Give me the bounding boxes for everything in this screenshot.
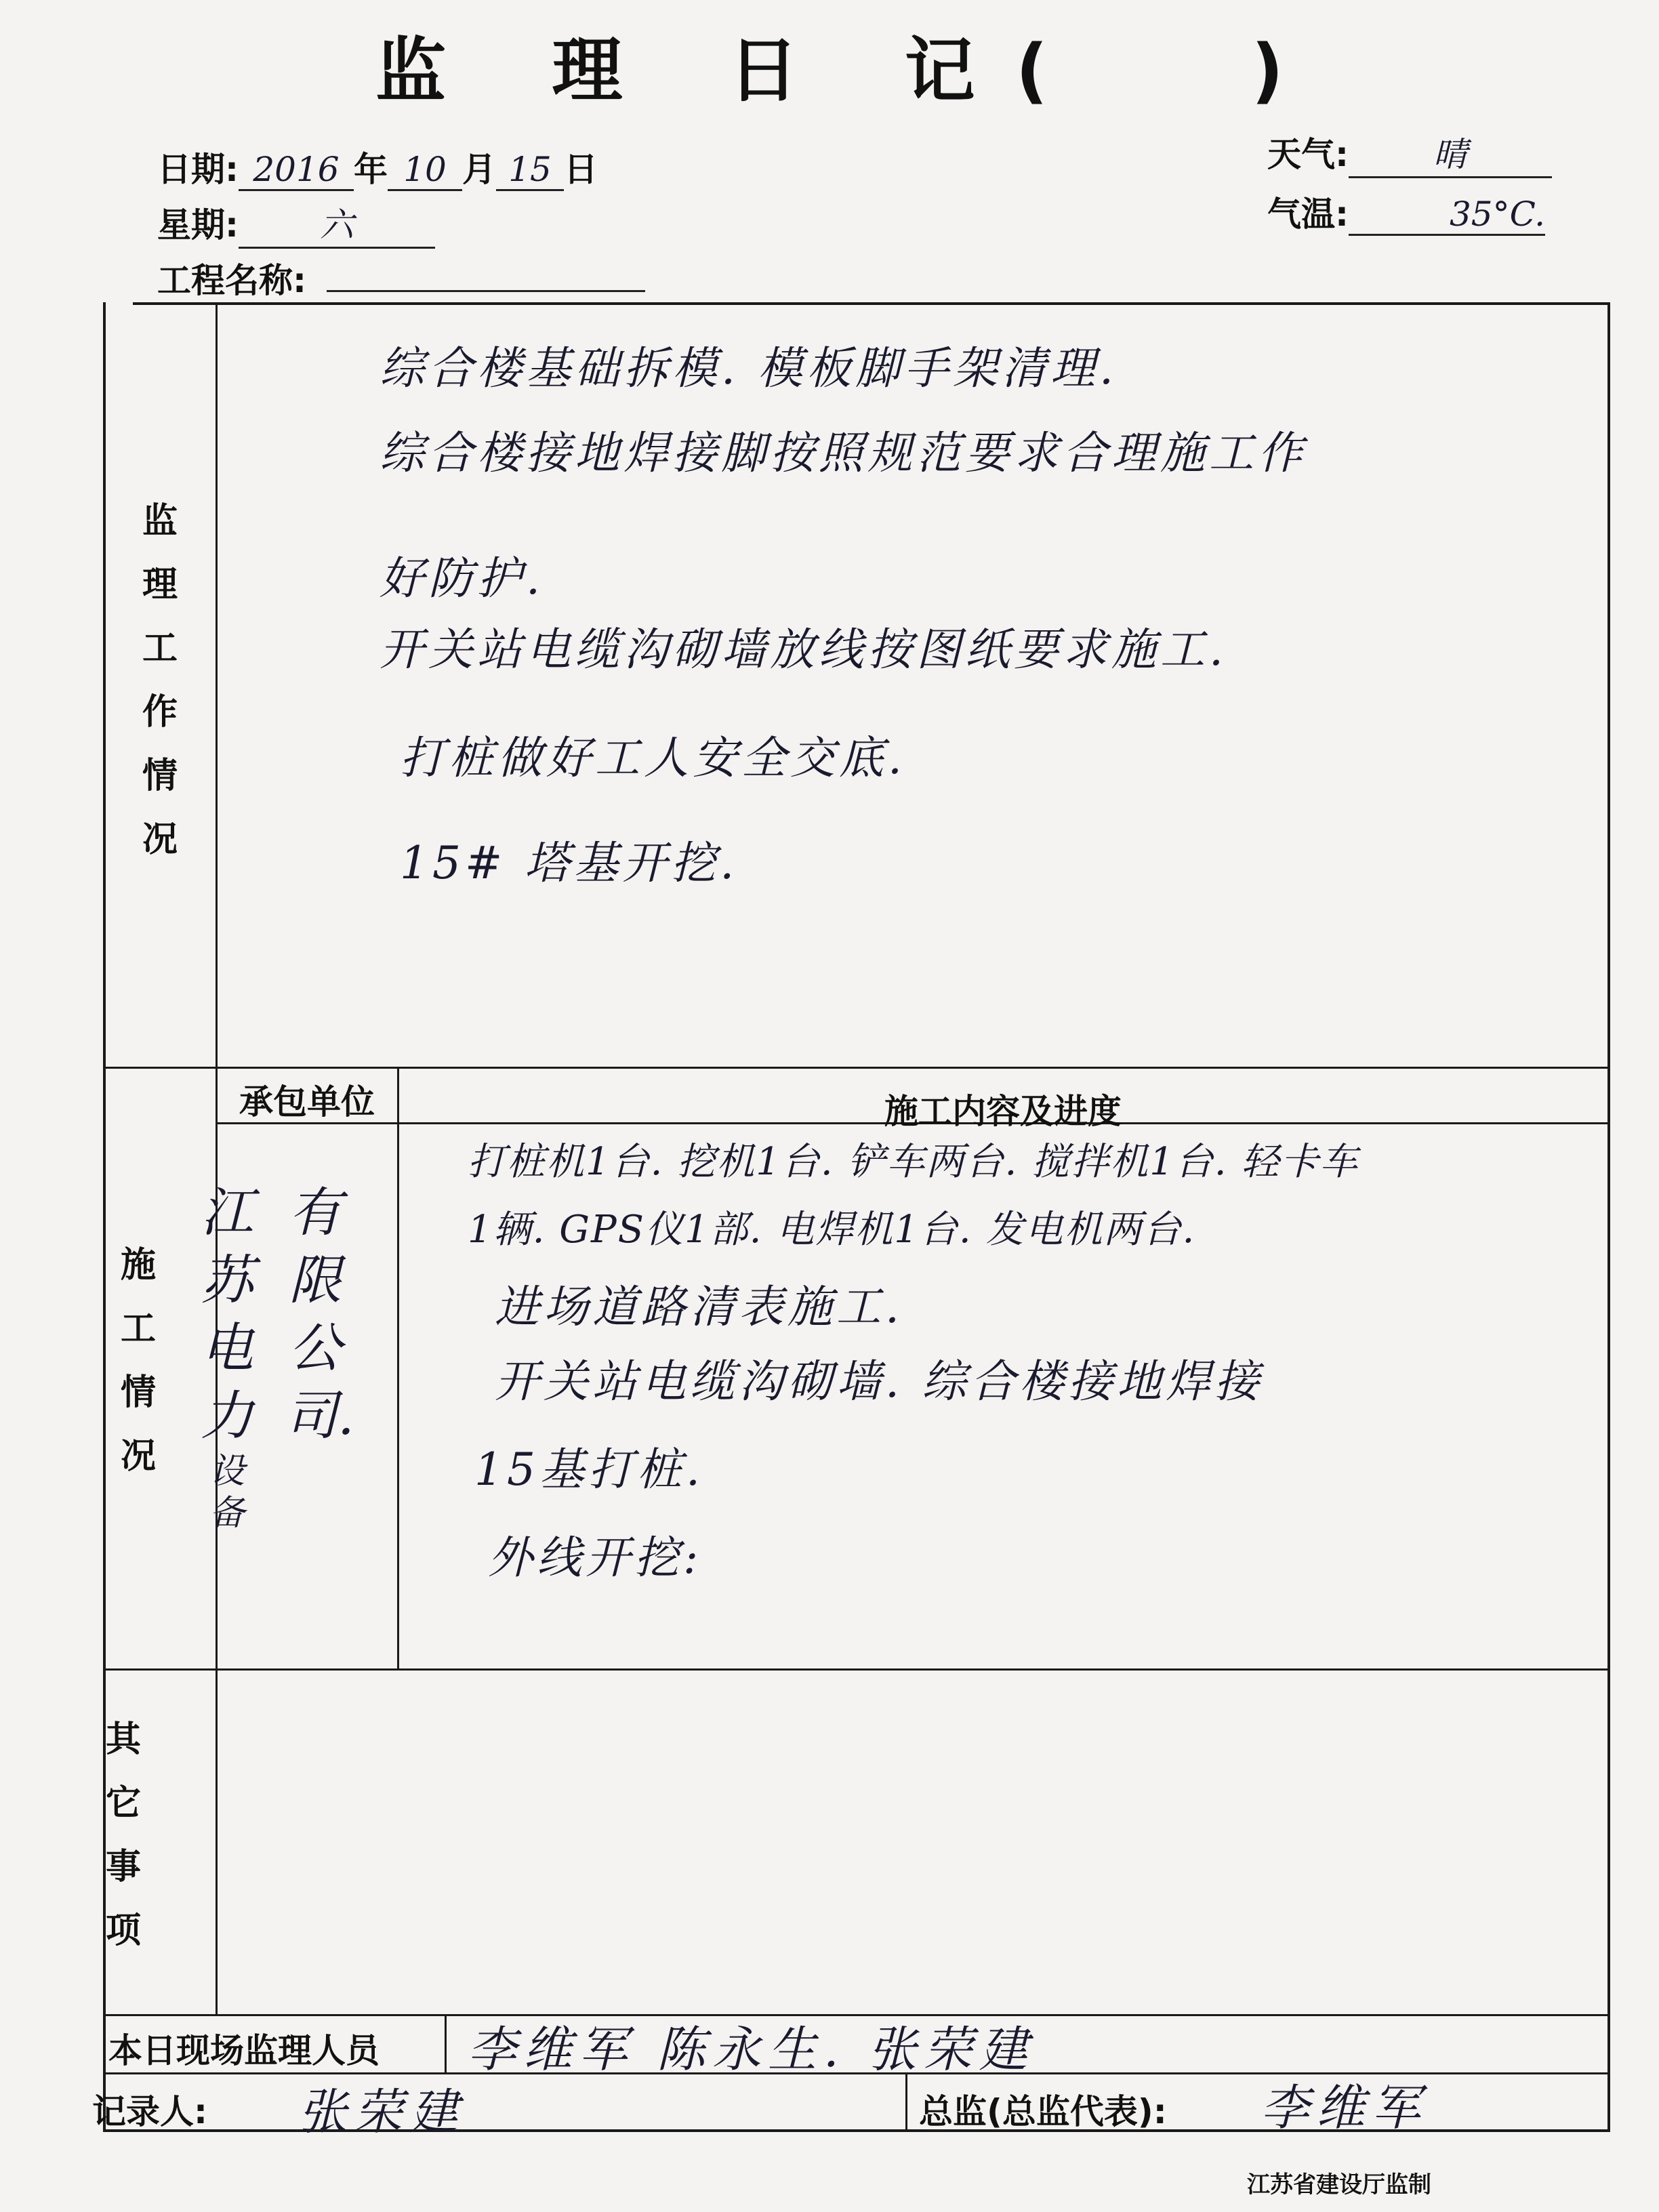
contractor-char: 限 (288, 1250, 342, 1311)
weather-label: 天气: (1267, 135, 1349, 174)
day-value: 15 (496, 150, 564, 191)
contractor-column-divider (397, 1067, 399, 1668)
recorder-label: 记录人: (92, 2092, 207, 2131)
project-row (157, 253, 645, 302)
construction-label-char: 况 (120, 1436, 156, 1477)
staff-label-divider (445, 2014, 447, 2072)
other-label-char: 项 (105, 1910, 141, 1951)
recorder-divider (905, 2072, 907, 2131)
section-divider-2 (103, 1668, 1610, 1671)
page-title (0, 14, 1659, 115)
supervision-label-char: 情 (142, 756, 178, 796)
contractor-char: 司. (285, 1386, 354, 1447)
date-row (157, 142, 598, 191)
temperature-row (1267, 187, 1545, 236)
temperature-label: 气温: (1267, 194, 1349, 234)
supervision-label-char: 监 (142, 501, 178, 541)
chief-supervisor-label: 总监(总监代表): (919, 2092, 1167, 2131)
weekday-label: 星期: (157, 205, 239, 245)
contractor-char: 设 (209, 1451, 245, 1492)
month-value: 10 (388, 150, 462, 191)
other-matters-label (96, 1708, 150, 1963)
staff-signatures: 李维军 陈永生. 张荣建 (468, 2021, 1035, 2078)
supervision-label-char: 理 (142, 565, 178, 605)
construction-line: 外线开挖: (488, 1532, 703, 1584)
supervision-line: 打桩做好工人安全交底. (400, 732, 906, 784)
table-right-border (1607, 302, 1610, 2132)
date-label: 日期: (157, 150, 239, 189)
contractor-char: 电 (200, 1318, 253, 1379)
contractor-char: 苏 (200, 1250, 253, 1311)
title-text: 监 理 日 记 (375, 29, 1016, 112)
construction-line: 开关站电缆沟砌墙. 综合楼接地焊接 (495, 1355, 1263, 1408)
construction-line: 打桩机1台. 挖机1台. 铲车两台. 搅拌机1台. 轻卡车 (468, 1140, 1359, 1184)
construction-line: 15基打桩. (474, 1443, 704, 1496)
table-top-border (133, 302, 1610, 305)
contractor-char: 有 (288, 1183, 342, 1244)
weather-row (1267, 127, 1552, 178)
title-paren-close: ) (1251, 29, 1284, 112)
year-unit: 年 (354, 150, 388, 189)
construction-line: 1辆. GPS仪1部. 电焊机1台. 发电机两台. (468, 1208, 1196, 1252)
weekday-row (157, 198, 435, 249)
supervision-label (133, 489, 187, 872)
day-unit: 日 (564, 150, 598, 189)
other-label-char: 它 (105, 1783, 141, 1824)
section-divider-1 (103, 1067, 1610, 1069)
contractor-name-col1 (197, 1179, 258, 1534)
other-label-char: 其 (105, 1719, 141, 1760)
construction-label-char: 施 (120, 1245, 156, 1286)
construction-line: 进场道路清表施工. (495, 1281, 903, 1333)
contractor-header: 承包单位 (239, 1082, 375, 1122)
recorder-signature: 张荣建 (298, 2083, 466, 2140)
other-label-char: 事 (105, 1847, 141, 1887)
contractor-char: 备 (209, 1493, 245, 1534)
contractor-name-col2 (285, 1179, 354, 1450)
year-value: 2016 (239, 150, 354, 191)
issuer-stamp: 江苏省建设厅监制 (1247, 2171, 1431, 2198)
weekday-value: 六 (239, 198, 435, 249)
supervision-label-char: 作 (142, 692, 178, 733)
month-unit: 月 (462, 150, 496, 189)
supervision-line: 好防护. (380, 552, 544, 605)
project-label: 工程名称: (157, 261, 306, 300)
supervision-label-char: 工 (142, 628, 178, 669)
supervision-line: 开关站电缆沟砌墙放线按图纸要求施工. (380, 623, 1227, 676)
contractor-char: 力 (200, 1386, 253, 1447)
title-paren-open: ( (1015, 29, 1048, 112)
temperature-value: 35°C. (1349, 194, 1545, 236)
label-column-divider (216, 302, 218, 2014)
contractor-char: 公 (288, 1318, 342, 1379)
staff-label: 本日现场监理人员 (108, 2031, 380, 2070)
content-header: 施工内容及进度 (884, 1092, 1122, 1131)
contractor-char: 江 (200, 1183, 253, 1244)
chief-supervisor-signature: 李维军 (1261, 2079, 1428, 2136)
construction-label-char: 情 (120, 1372, 156, 1413)
construction-label (111, 1233, 165, 1488)
weather-value: 晴 (1349, 127, 1552, 178)
construction-label-char: 工 (120, 1309, 156, 1349)
project-value (327, 290, 645, 292)
supervision-line: 综合楼基础拆模. 模板脚手架清理. (380, 342, 1118, 394)
supervision-line: 综合楼接地焊接脚按照规范要求合理施工作 (380, 427, 1307, 479)
supervision-label-char: 况 (142, 819, 178, 860)
supervision-line: 15# 塔基开挖. (400, 837, 739, 889)
